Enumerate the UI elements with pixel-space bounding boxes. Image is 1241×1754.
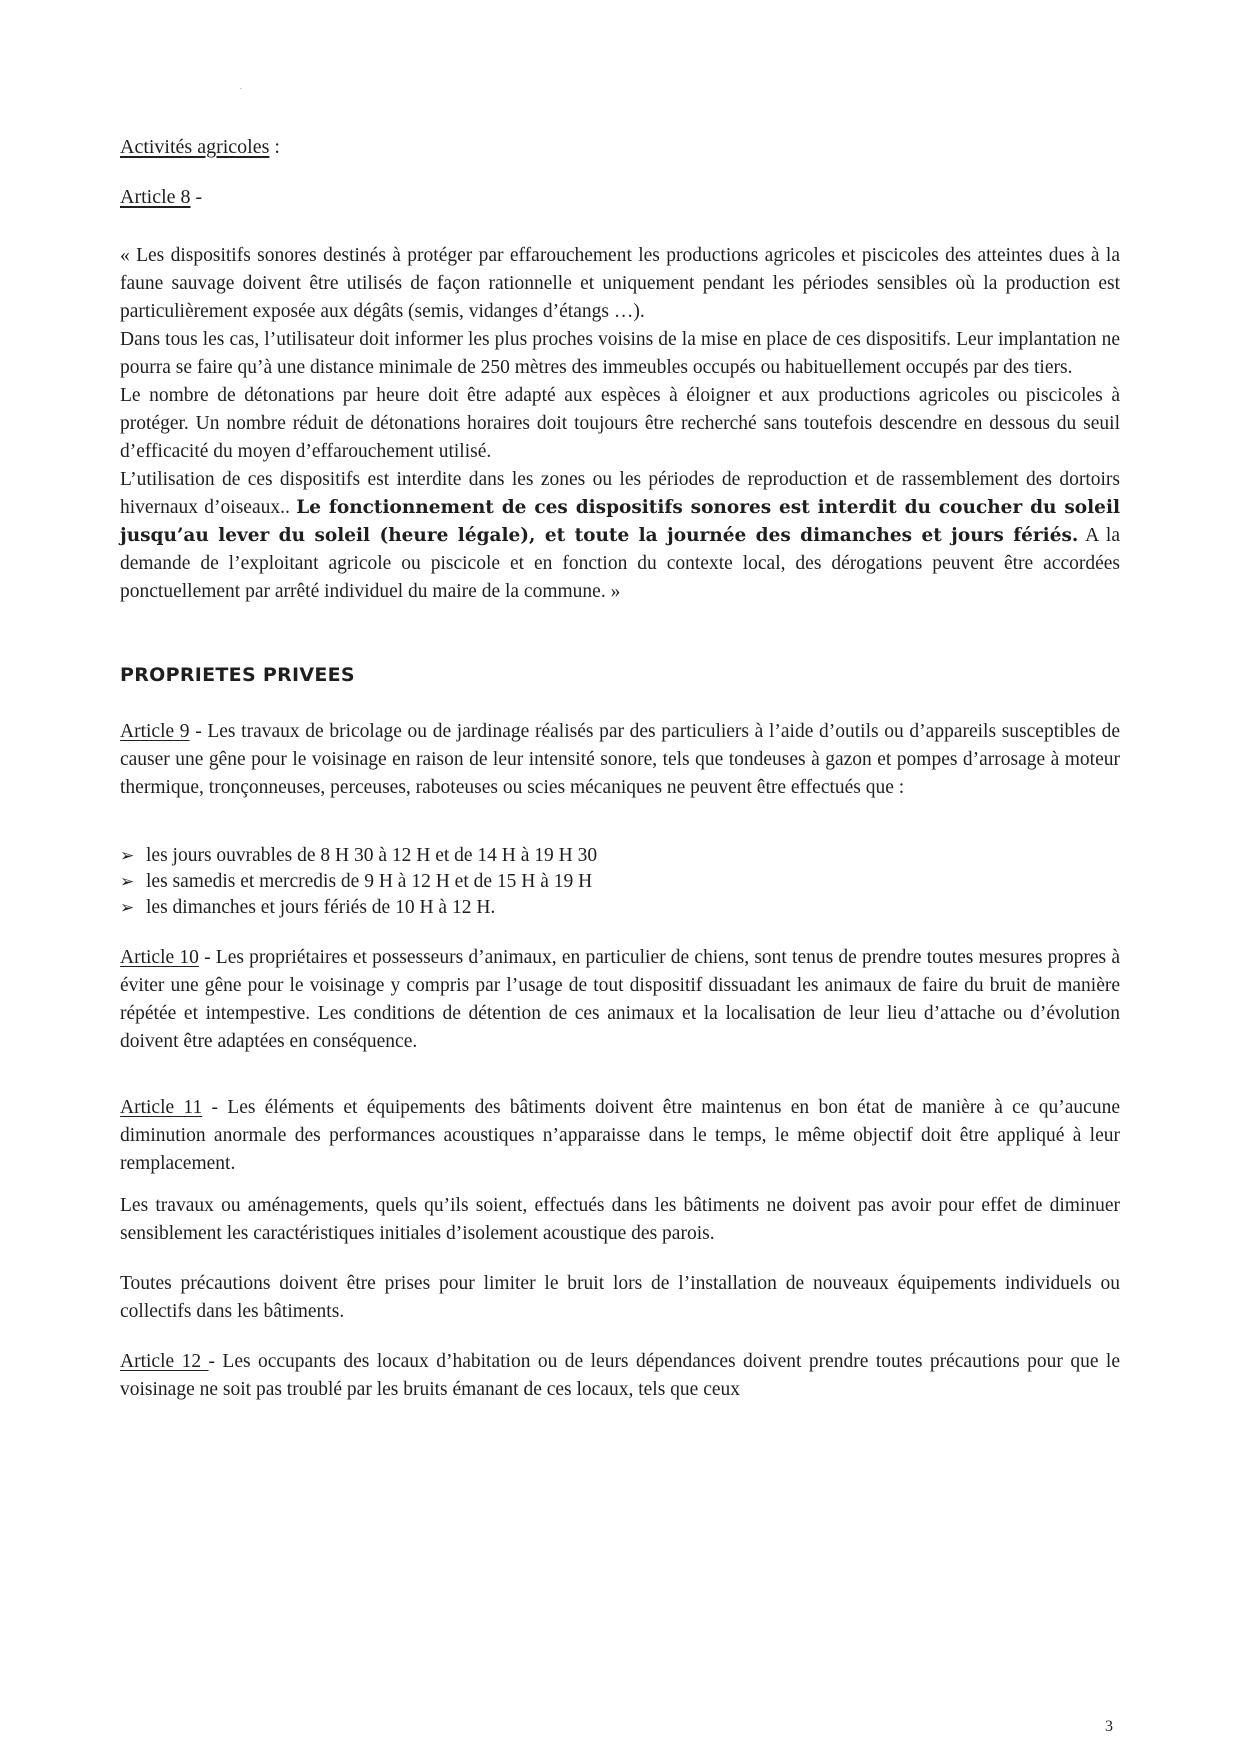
article-11-dash: - [202,1097,228,1118]
scan-speck [240,88,242,89]
list-item [120,868,592,896]
article-12-label: Article 12 [120,1351,209,1372]
article-8-label: Article 8 [120,186,191,208]
article-8-paragraph-2: Dans tous les cas, l’utilisateur doit informer les plus proches voisins de la mise en place de ces dispositifs. Leur implantation ne pourra se faire qu’à une distance minimale de 250 mètres des immeubles occupés ou habituellement occupés par des tiers. [120,329,1120,378]
article-11-text: Les éléments et équipements des bâtiments doivent être maintenus en bon état de manière à ce qu’aucune diminution anormale des performances acoustiques n’apparaisse dans le temps, le même objectif doit être appliqué à leur remplacement. [120,1097,1120,1174]
list-item [120,842,597,870]
arrow-bullet-icon: ➢ [120,872,135,891]
article-8-p4-start: L’utilisation de ces dispositifs est interdite dans les zones ou les périodes de reproduction et de rassemblement des dortoirs hivernaux d’oiseaux.. [120,469,1120,518]
article-11-body [120,1094,1120,1178]
article-8-paragraph-1: « Les dispositifs sonores destinés à protéger par effarouchement les productions agricoles et piscicoles des atteintes dues à la faune sauvage doivent être utilisés de façon rationnelle et uniquement pendant les périodes sensibles où la production est particulièrement exposée aux dégâts (semis, vidanges d’étangs …). [120,245,1120,322]
bullet-text-sundays: les dimanches et jours fériés de 10 H à 12 H. [146,897,496,918]
article-12-text: Les occupants des locaux d’habitation ou de leurs dépendances doivent prendre toutes précautions pour que le voisinage ne soit pas troublé par les bruits émanant de ces locaux, tels que ceux [120,1351,1121,1400]
article-12-body [120,1348,1120,1404]
article-9-text: Les travaux de bricolage ou de jardinage réalisés par des particuliers à l’aide d’outils ou d’appareils susceptibles de causer une gêne pour le voisinage en raison de leur intensité sonore, tels que tondeuses à gazon et pompes d’arrosage à moteur thermique, tronçonneuses, perceuses, raboteuses ou scies mécaniques ne peuvent être effectués que : [120,721,1120,798]
article-10-dash: - [198,947,216,968]
arrow-bullet-icon: ➢ [120,898,135,917]
article-9-body [120,718,1120,802]
section-heading-private-property: PROPRIETES PRIVEES [120,664,355,686]
article-11-label: Article 11 [120,1097,203,1118]
page-number: 3 [1105,1718,1113,1735]
heading-text: Activités agricoles [120,136,270,158]
article-11-paragraph-2: Les travaux ou aménagements, quels qu’ils soient, effectués dans les bâtiments ne doivent pas avoir pour effet de diminuer sensiblement les caractéristiques initiales d’isolement acoustique des parois. [120,1195,1120,1244]
heading-colon: : [269,136,280,158]
arrow-bullet-icon: ➢ [120,846,135,865]
article-10-body [120,944,1120,1056]
section-heading-agricultural [120,136,280,159]
article-10-text: Les propriétaires et possesseurs d’animaux, en particulier de chiens, sont tenus de prendre toutes mesures propres à éviter une gêne pour le voisinage y compris par l’usage de tout dispositif dissuadant les animaux de faire du bruit de manière répétée et intempestive. Les conditions de détention de ces animaux et la localisation de leur lieu d’attache ou d’évolution doivent être adaptées en conséquence. [120,947,1121,1052]
article-12-dash: - [208,1351,223,1372]
article-8-title [120,186,202,209]
article-8-p4-end: A la demande de l’exploitant agricole ou piscicole et en fonction du contexte local, des dérogations peuvent être accordées ponctuellement par arrêté individuel du maire de la commune. » [120,525,1120,602]
list-item [120,894,495,922]
article-8-paragraph-4 [120,466,1120,606]
bullet-text-weekdays: les jours ouvrables de 8 H 30 à 12 H et de 14 H à 19 H 30 [146,845,598,866]
article-8-dash: - [190,186,203,208]
article-8-p4-bold: Le fonctionnement de ces dispositifs sonores est interdit du coucher du soleil jusqu’au lever du soleil (heure légale), et toute la journée des dimanches et jours fériés. [120,497,1120,546]
article-11-paragraph-3: Toutes précautions doivent être prises pour limiter le bruit lors de l’installation de nouveaux équipements individuels ou collectifs dans les bâtiments. [120,1273,1120,1322]
article-9-dash: - [189,721,208,742]
article-10-label: Article 10 [120,947,199,968]
article-8-body [120,242,1120,606]
bullet-text-saturdays: les samedis et mercredis de 9 H à 12 H et de 15 H à 19 H [146,871,593,892]
article-9-label: Article 9 [120,721,190,742]
article-8-paragraph-3: Le nombre de détonations par heure doit être adapté aux espèces à éloigner et aux productions agricoles ou piscicoles à protéger. Un nombre réduit de détonations horaires doit toujours être recherché sans toutefois descendre en dessous du seuil d’efficacité du moyen d’effarouchement utilisé. [120,385,1120,462]
